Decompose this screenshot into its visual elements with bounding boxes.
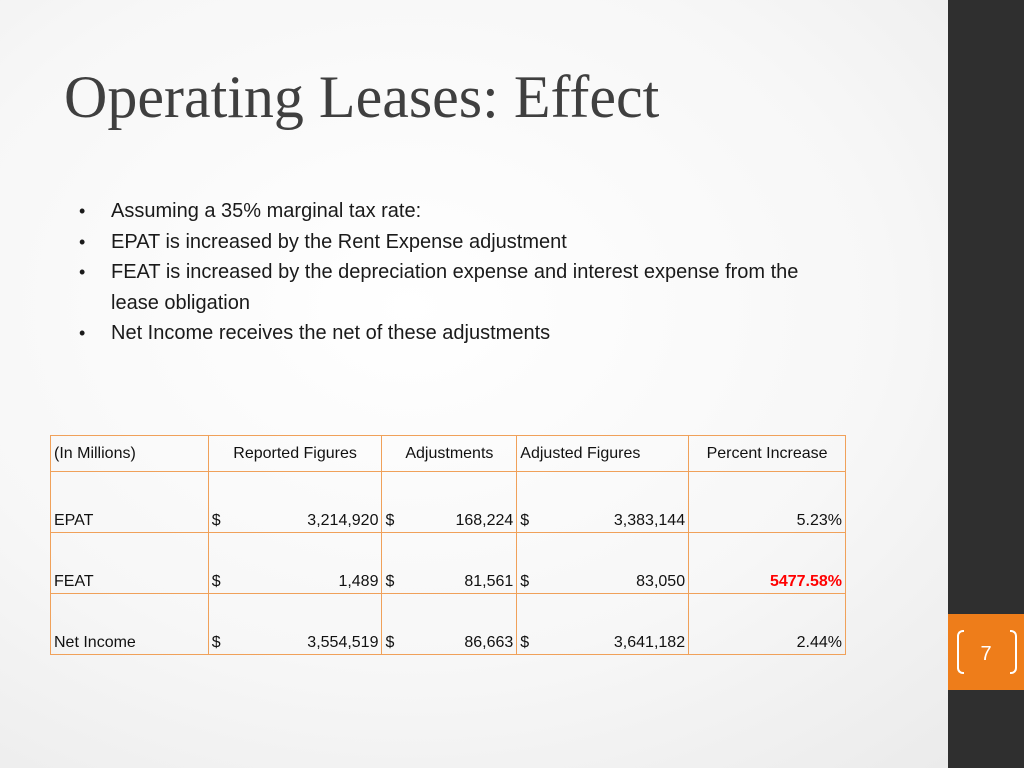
bullet-text: EPAT is increased by the Rent Expense adjustment	[111, 230, 567, 253]
bullet-item	[79, 196, 831, 227]
adjusted-cell	[517, 594, 689, 655]
header-adjustments: Adjustments	[382, 436, 517, 472]
currency-symbol: $	[385, 512, 395, 529]
reported-cell	[208, 594, 382, 655]
table-header-row	[51, 436, 846, 472]
percent-cell: 2.44%	[689, 594, 846, 655]
bullet-item	[79, 257, 831, 318]
adjustments-cell	[382, 594, 517, 655]
row-label: Net Income	[51, 594, 209, 655]
bullet-text: Net Income receives the net of these adjustments	[111, 322, 551, 344]
percent-cell-highlighted: 5477.58%	[689, 533, 846, 594]
left-bracket-icon	[957, 630, 964, 674]
adjusted-value: 3,383,144	[613, 512, 686, 529]
reported-cell	[208, 533, 382, 594]
row-label: EPAT	[51, 472, 209, 533]
adjusted-value: 83,050	[636, 573, 686, 590]
currency-symbol: $	[385, 573, 395, 590]
currency-symbol: $	[520, 573, 530, 590]
bullet-dot-icon: •	[79, 201, 86, 221]
bullet-item	[79, 227, 831, 258]
right-bracket-icon	[1010, 630, 1017, 674]
table-row	[51, 594, 846, 655]
adjusted-cell	[517, 533, 689, 594]
currency-symbol: $	[211, 634, 221, 651]
bullet-list	[79, 196, 831, 349]
reported-value: 3,554,519	[307, 634, 379, 651]
adjustments-value: 86,663	[464, 634, 514, 651]
header-percent-increase: Percent Increase	[689, 436, 846, 472]
bullet-dot-icon: •	[79, 231, 86, 252]
adjustments-cell	[382, 472, 517, 533]
currency-symbol: $	[385, 634, 395, 651]
header-in-millions: (In Millions)	[51, 436, 209, 472]
lease-effect-table	[50, 435, 846, 655]
currency-symbol: $	[520, 512, 530, 529]
adjustments-value: 168,224	[455, 512, 514, 529]
adjusted-cell	[517, 472, 689, 533]
table-row	[51, 472, 846, 533]
bullet-dot-icon: •	[79, 323, 86, 343]
row-label: FEAT	[51, 533, 209, 594]
adjustments-cell	[382, 533, 517, 594]
page-number: 7	[980, 643, 992, 665]
percent-cell: 5.23%	[689, 472, 846, 533]
header-reported-figures: Reported Figures	[208, 436, 382, 472]
header-adjusted-figures: Adjusted Figures	[517, 436, 689, 472]
adjustments-value: 81,561	[464, 573, 514, 590]
currency-symbol: $	[211, 573, 221, 590]
reported-value: 1,489	[338, 573, 379, 590]
bullet-text: FEAT is increased by the depreciation expense and interest expense from the lease obligation	[111, 261, 799, 314]
bullet-text: Assuming a 35% marginal tax rate:	[111, 200, 422, 222]
slide-title: Operating Leases: Effect	[64, 64, 660, 130]
currency-symbol: $	[520, 634, 530, 651]
adjusted-value: 3,641,182	[613, 634, 686, 651]
table-row	[51, 533, 846, 594]
bullet-item	[79, 318, 831, 349]
bullet-dot-icon: •	[79, 262, 86, 282]
currency-symbol: $	[211, 512, 221, 529]
reported-value: 3,214,920	[307, 512, 379, 529]
reported-cell	[208, 472, 382, 533]
